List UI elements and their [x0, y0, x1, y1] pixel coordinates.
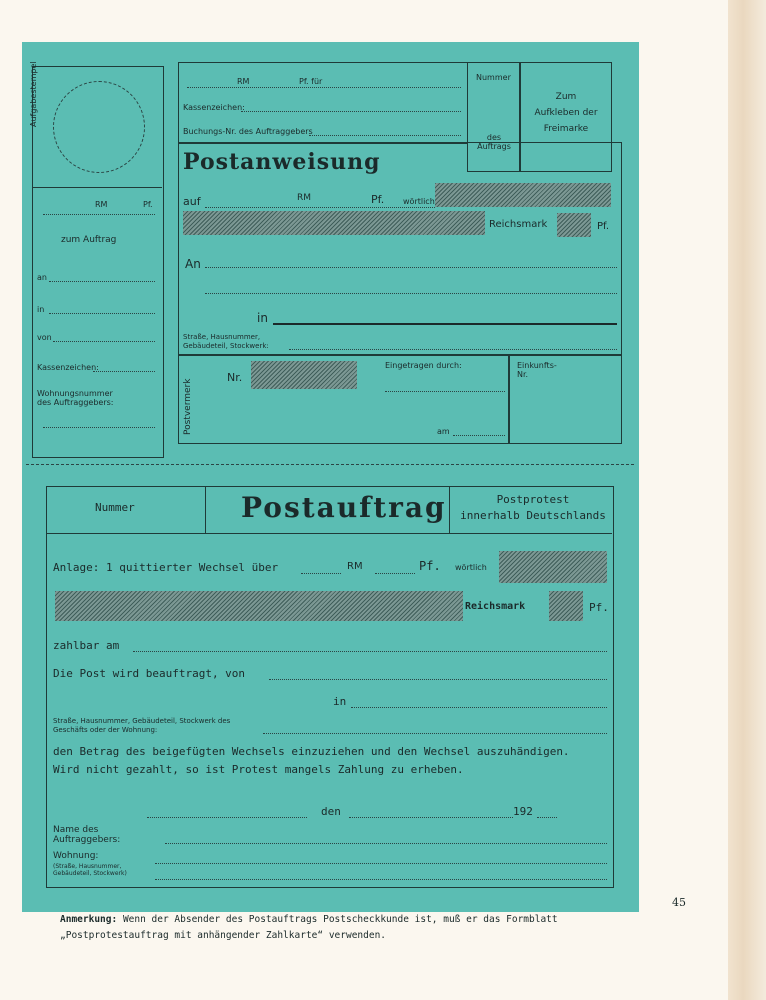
wohnung-label: Wohnung: [53, 851, 99, 861]
stub-in-line [49, 313, 155, 314]
note-text-2: „Postprotestauftrag mit anhängender Zahlkarte“ verwenden. [60, 930, 387, 941]
page-edge [728, 0, 766, 1000]
stub-extra-line [43, 427, 155, 428]
stub-rm: RM [95, 200, 108, 209]
pf-field [557, 213, 591, 237]
form-sheet [22, 42, 639, 912]
anlage-woertlich: wörtlich [455, 563, 487, 572]
amount-words-field [435, 183, 611, 207]
lower-in-line [351, 707, 607, 708]
eingetragen-label: Eingetragen durch: [385, 361, 462, 370]
jahr-line [537, 817, 557, 818]
einkunfts-box [508, 354, 622, 444]
in-line [273, 323, 617, 325]
top-line-3 [309, 135, 461, 136]
left-stub [29, 61, 164, 458]
protest-text: Wird nicht gezahlt, so ist Protest mangels Zahlung zu erheben. [53, 763, 464, 776]
stub-pf: Pf. [143, 200, 153, 209]
an-label: An [185, 257, 201, 271]
stub-an-line [49, 281, 155, 282]
header-sep-1 [205, 487, 206, 533]
header-divider [47, 533, 612, 534]
amount-words-field-2 [183, 211, 485, 235]
postauftrag-form [46, 486, 614, 888]
reichsmark-label: Reichsmark [489, 219, 548, 230]
postauftrag-title: Postauftrag [241, 491, 447, 524]
nr-label: Nr. [227, 371, 243, 384]
beauftragt-line [269, 679, 607, 680]
einkunfts-label: Einkunfts-Nr. [517, 361, 557, 379]
in-label: in [257, 311, 268, 325]
reichsmark-pf: Pf. [597, 221, 610, 232]
anlage-pf: Pf. [419, 559, 441, 573]
stub-von-line [53, 341, 155, 342]
nummer-label: Nummer [95, 501, 135, 514]
note-line-1 [60, 914, 558, 925]
strasse-label: Straße, Hausnummer, Gebäudeteil, Stockwerk: [183, 333, 269, 350]
wohnung-sub-label: (Straße, Hausnummer, Gebäudeteil, Stockwerk) [53, 863, 127, 877]
top-rm: RM [237, 77, 250, 86]
top-line-2 [241, 111, 461, 112]
stub-in: in [37, 305, 45, 314]
stub-vertical-label: Aufgabestempel [29, 61, 38, 127]
top-block [178, 62, 468, 144]
anlage-line-1 [301, 573, 341, 574]
protest-line-2: innerhalb Deutschlands [460, 509, 606, 522]
auf-line [205, 207, 435, 208]
stub-von: von [37, 333, 52, 342]
amount-field [55, 591, 463, 621]
lower-reichsmark: Reichsmark [465, 601, 526, 612]
ort-line [147, 817, 307, 818]
stub-kassenzeichen-line [93, 371, 155, 372]
wohnung-line-1 [155, 863, 607, 864]
betrag-text: den Betrag des beigefügten Wechsels einzuziehen und den Wechsel auszuhändigen. [53, 745, 570, 758]
top-kassenzeichen: Kassenzeichen: [183, 103, 245, 112]
top-nummer: Nummer [476, 73, 511, 82]
auf-label: auf [183, 195, 201, 208]
auf-woertlich: wörtlich [403, 197, 435, 206]
name-label: Name des Auftraggebers: [53, 825, 121, 845]
stub-an: an [37, 273, 47, 282]
note-label: Anmerkung: [60, 914, 118, 925]
jahr-label: 192 [513, 805, 533, 818]
top-line-1 [187, 87, 461, 88]
anlage-line-2 [375, 573, 415, 574]
top-buchungs: Buchungs-Nr. des Auftraggebers [183, 127, 313, 136]
auf-rm: RM [297, 193, 312, 203]
top-des-auftrags: des Auftrags [477, 133, 511, 151]
postvermerk-label: Postvermerk [183, 378, 193, 435]
anlage-rm: RM [347, 561, 363, 572]
stub-zum-auftrag: zum Auftrag [61, 235, 117, 245]
anlage-label: Anlage: 1 quittierter Wechsel über [53, 561, 279, 574]
note-text-1: Wenn der Absender des Postauftrags Postscheckkunde ist, muß er das Formblatt [122, 914, 558, 925]
top-pf-fuer: Pf. für [299, 77, 323, 86]
wohnung-line-2 [155, 879, 607, 880]
lower-pf: Pf. [589, 601, 609, 614]
lower-pf-field [549, 591, 583, 621]
lower-strasse-line [263, 733, 607, 734]
zahlbar-line [133, 651, 607, 652]
lower-strasse-label: Straße, Hausnummer, Gebäudeteil, Stockwerk des Geschäfts oder der Wohnung: [53, 717, 231, 734]
header-sep-2 [449, 487, 450, 533]
nr-field [251, 361, 357, 389]
eingetragen-line [385, 391, 505, 392]
page-number: 45 [672, 896, 686, 909]
freimarke-label: Zum Aufkleben der Freimarke [534, 92, 598, 134]
am-label: am [437, 427, 450, 436]
postvermerk-box [178, 354, 510, 444]
auf-pf: Pf. [371, 193, 385, 206]
postanweisung-panel [178, 142, 622, 356]
beauftragt-label: Die Post wird beauftragt, von [53, 667, 246, 680]
den-label: den [321, 805, 341, 818]
stub-kassenzeichen: Kassenzeichen: [37, 363, 99, 372]
zahlbar-label: zahlbar am [53, 639, 120, 652]
protest-line-1: Postprotest [496, 493, 570, 506]
postanweisung-title: Postanweisung [183, 149, 381, 175]
stub-amount-line [43, 214, 155, 215]
am-line [453, 435, 505, 436]
stub-wohnungsnummer: Wohnungsnummer des Auftraggebers: [37, 389, 114, 407]
an-line-1 [205, 267, 617, 268]
an-line-2 [205, 293, 617, 294]
stub-divider [33, 187, 162, 188]
anlage-words-field [499, 551, 607, 583]
datum-line [349, 817, 513, 818]
cut-line [26, 464, 634, 465]
lower-in-label: in [333, 695, 347, 708]
name-line [165, 843, 607, 844]
stamp-circle [53, 81, 145, 173]
strasse-line [289, 349, 617, 350]
